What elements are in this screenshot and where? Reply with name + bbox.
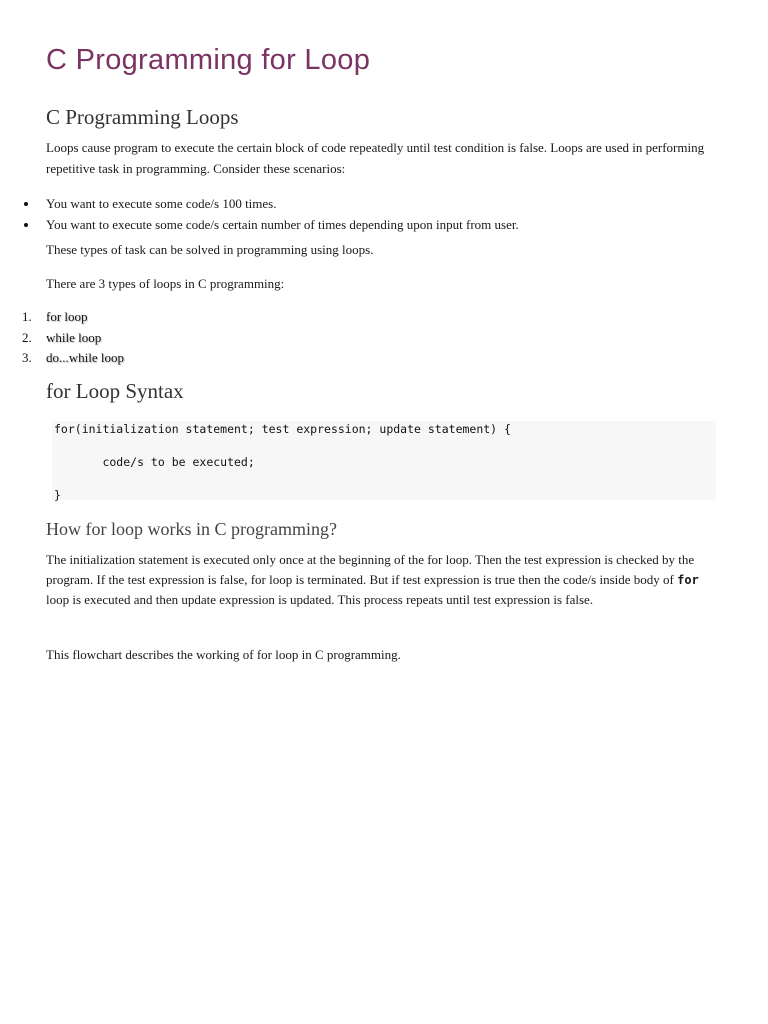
- list-number: 2.: [22, 329, 32, 345]
- list-item: [0, 193, 519, 214]
- loop-types-list: [0, 307, 124, 369]
- list-item[interactable]: [0, 328, 124, 349]
- paragraph-text-part: The initialization statement is executed only once at the beginning of the for loop. Then the test expression is checked by the program. If the test expression is false, for loop is terminated. But if test expression is true then the code/s inside body of: [46, 552, 695, 587]
- solved-paragraph: These types of task can be solved in programming using loops.: [46, 242, 374, 257]
- scenario-text: You want to execute some code/s certain number of times depending upon input from user.: [46, 217, 519, 232]
- paragraph-text-part: loop is executed and then update expression is updated. This process repeats until test expression is false.: [46, 592, 594, 607]
- list-number: 3.: [22, 350, 32, 365]
- page-title: C Programming for Loop: [46, 44, 371, 76]
- inline-code: for: [677, 573, 699, 587]
- link-while-loop[interactable]: while loop: [46, 329, 102, 345]
- loops-intro-paragraph: Loops cause program to execute the certain block of code repeatedly until test condition is false. Loops are used in performing repetitive task in programming. Consider these scenarios:: [46, 140, 705, 176]
- code-line: for(initialization statement; test expression; update statement) {: [54, 422, 511, 436]
- code-line: code/s to be executed;: [54, 455, 255, 469]
- scenario-text: You want to execute some code/s 100 times.: [46, 196, 277, 211]
- section-heading-loops: C Programming Loops: [46, 105, 239, 129]
- list-item[interactable]: [0, 307, 124, 328]
- code-block: [52, 421, 716, 500]
- list-item[interactable]: [0, 348, 124, 369]
- code-line: }: [54, 488, 61, 502]
- flowchart-paragraph: This flowchart describes the working of for loop in C programming.: [46, 647, 401, 662]
- scenario-list: [0, 193, 519, 235]
- link-for-loop[interactable]: for loop: [46, 309, 88, 324]
- how-it-works-paragraph: [46, 550, 718, 610]
- section-heading-how-it-works: How for loop works in C programming?: [46, 519, 337, 539]
- list-number: 1.: [22, 309, 32, 324]
- section-heading-syntax: for Loop Syntax: [46, 379, 184, 403]
- list-item: [0, 214, 519, 235]
- link-do-while-loop[interactable]: do...while loop: [46, 350, 124, 365]
- types-intro-paragraph: There are 3 types of loops in C programming:: [46, 276, 285, 291]
